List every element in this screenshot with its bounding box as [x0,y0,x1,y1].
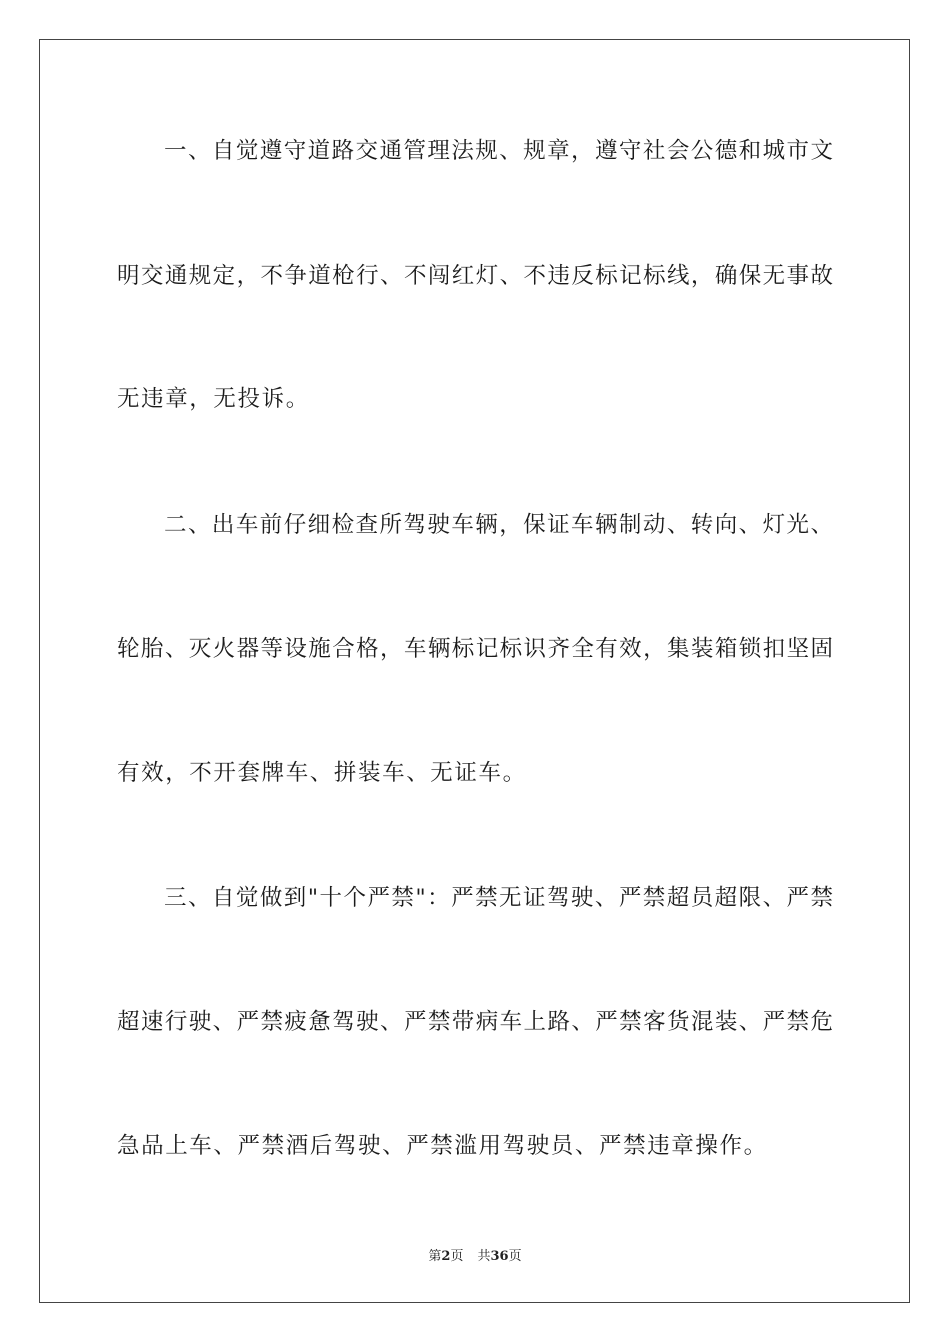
page-footer [0,1248,950,1266]
page-frame [39,39,910,1303]
footer-page-prefix: 第 [428,1249,442,1264]
footer-total-prefix: 共 [477,1249,491,1264]
paragraph-1-line-3: 无违章，无投诉。 [117,386,310,412]
footer-total-suffix: 页 [508,1249,522,1264]
paragraph-3-line-1: 三、自觉做到"十个严禁"：严禁无证驾驶、严禁超员超限、严禁 [164,885,833,911]
footer-total-pages: 36 [490,1249,509,1264]
paragraph-1-line-2: 明交通规定，不争道枪行、不闯红灯、不违反标记标线，确保无事故 [117,263,833,289]
paragraph-2-line-3: 有效，不开套牌车、拼装车、无证车。 [117,760,527,786]
paragraph-3-line-2: 超速行驶、严禁疲惫驾驶、严禁带病车上路、严禁客货混装、严禁危 [117,1009,833,1035]
footer-page-number: 2 [441,1249,451,1264]
paragraph-2-line-2: 轮胎、灭火器等设施合格，车辆标记标识齐全有效，集装箱锁扣坚固 [117,636,833,662]
paragraph-1-line-1: 一、自觉遵守道路交通管理法规、规章，遵守社会公德和城市文 [164,138,833,164]
paragraph-2-line-1: 二、出车前仔细检查所驾驶车辆，保证车辆制动、转向、灯光、 [164,512,833,538]
footer-page-suffix: 页 [450,1249,464,1264]
paragraph-3-line-3: 急品上车、严禁酒后驾驶、严禁滥用驾驶员、严禁违章操作。 [117,1133,768,1159]
